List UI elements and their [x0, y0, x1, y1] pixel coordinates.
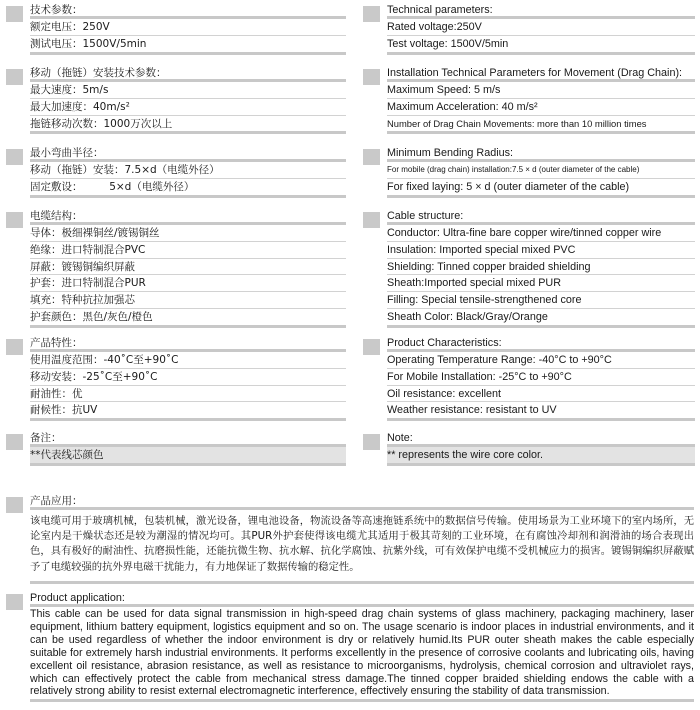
spec-row: Number of Drag Chain Movements: more than 10 million times — [387, 116, 695, 135]
spec-row: 最大速度：5m/s — [30, 82, 346, 99]
section-marker-icon — [6, 594, 23, 610]
spec-row: Filling: Special tensile-strengthened core — [387, 292, 695, 309]
spec-row: 额定电压：250V — [30, 19, 346, 36]
spec-row: Sheath:Imported special mixed PUR — [387, 275, 695, 292]
application-paragraph: 该电缆可用于玻璃机械，包装机械，激光设备，锂电池设备，物流设备等高速拖链系统中的数据信号传输。使用场景为工业环境下的室内场所，无论室内是干燥状态还是较为潮湿的情况均可。其PUR外护套使得该电缆尤其适用于极其苛刻的工业环境，在有腐蚀冷却剂和润滑油的场合表现出色，具有极好的耐油性、抗磨损性能，还能抗微生物、抗水解、抗化学腐蚀、抗紫外线，可有效保护电缆不受机械应力的损害。镀锡铜编织屏蔽赋予了电缆较强的抗外界电磁干扰能力，有力地保证了数据传输的稳定性。 — [30, 510, 694, 584]
section-marker-icon — [6, 434, 23, 450]
note-row: ** represents the wire core color. — [387, 447, 695, 466]
section-marker-icon — [6, 497, 23, 513]
spec-row: 耐候性：抗UV — [30, 402, 346, 421]
section-title: 产品应用： — [30, 491, 694, 510]
section-title: Cable structure: — [387, 206, 695, 225]
spec-row: Conductor: Ultra-fine bare copper wire/tinned copper wire — [387, 225, 695, 242]
spec-row: Maximum Speed: 5 m/s — [387, 82, 695, 99]
section-title: 技术参数： — [30, 0, 346, 19]
spec-row: 绝缘：进口特制混合PVC — [30, 242, 346, 259]
spec-row: 护套：进口特制混合PUR — [30, 275, 346, 292]
note-row: **代表线芯颜色 — [30, 447, 346, 466]
section-tech-params-cn — [6, 0, 346, 55]
spec-row: Oil resistance: excellent — [387, 386, 695, 403]
spec-row: 测试电压：1500V/5min — [30, 36, 346, 55]
section-marker-icon — [363, 69, 380, 85]
spec-row: For mobile (drag chain) installation:7.5 × d (outer diameter of the cable) — [387, 162, 695, 179]
section-title: 产品特性： — [30, 333, 346, 352]
section-tech-params-en — [363, 0, 695, 55]
section-marker-icon — [6, 212, 23, 228]
section-cable-structure-cn — [6, 206, 346, 328]
spec-row: For fixed laying: 5 × d (outer diameter of the cable) — [387, 179, 695, 198]
section-title: Product Characteristics: — [387, 333, 695, 352]
section-marker-icon — [363, 212, 380, 228]
section-marker-icon — [363, 339, 380, 355]
section-marker-icon — [363, 6, 380, 22]
section-title: Technical parameters: — [387, 0, 695, 19]
section-title: Note: — [387, 428, 695, 447]
section-title: Installation Technical Parameters for Movement (Drag Chain): — [387, 63, 695, 82]
spec-row: 屏蔽：镀锡铜编织屏蔽 — [30, 259, 346, 276]
spec-row: 移动安装：-25˚C至+90˚C — [30, 369, 346, 386]
section-title: Minimum Bending Radius: — [387, 143, 695, 162]
section-application-en — [6, 588, 694, 702]
spec-row: Maximum Acceleration: 40 m/s² — [387, 99, 695, 116]
section-title: 电缆结构： — [30, 206, 346, 225]
spec-row: 使用温度范围：-40˚C至+90˚C — [30, 352, 346, 369]
section-marker-icon — [363, 434, 380, 450]
section-application-cn — [6, 491, 694, 584]
spec-row: Insulation: Imported special mixed PVC — [387, 242, 695, 259]
section-marker-icon — [6, 149, 23, 165]
section-drag-chain-cn — [6, 63, 346, 134]
application-paragraph: This cable can be used for data signal transmission in high-speed drag chain systems of glass machinery, packaging machinery, laser equipment, lithium battery equipment, logistics equipment and so on. The usage scenario is indoor places in industrial environments, and it can be used regardless of whether the indoor environment is dry or relatively humid.Its PUR outer sheath makes the cable especially suitable for extremely harsh industrial environments. It performs excellently in the presence of corrosive coolants and lubricating oils, having excellent oil resistance, abrasion resistance, as well as resistance to microorganisms, hydrolysis, chemical corrosion and ultraviolet rays, which can effectively protect the cable from mechanical stress damage.The tinned copper braided shielding endows the cable with a relatively strong ability to resist external electromagnetic interference, effectively ensuring the stability of data transmission. — [30, 607, 694, 702]
spec-row: Rated voltage:250V — [387, 19, 695, 36]
spec-row: Weather resistance: resistant to UV — [387, 402, 695, 421]
section-title: 备注： — [30, 428, 346, 447]
spec-row: 固定敷设： 5×d（电缆外径） — [30, 179, 346, 198]
section-title: 移动（拖链）安装技术参数： — [30, 63, 346, 82]
section-note-en — [363, 428, 695, 466]
section-title: 最小弯曲半径： — [30, 143, 346, 162]
spec-row: 移动（拖链）安装：7.5×d（电缆外径） — [30, 162, 346, 179]
spec-row: 填充：特种抗拉加强芯 — [30, 292, 346, 309]
section-characteristics-cn — [6, 333, 346, 421]
spec-row: Operating Temperature Range: -40°C to +90°C — [387, 352, 695, 369]
spec-row: 拖链移动次数：1000万次以上 — [30, 116, 346, 135]
spec-row: Test voltage: 1500V/5min — [387, 36, 695, 55]
section-cable-structure-en — [363, 206, 695, 328]
section-marker-icon — [6, 339, 23, 355]
section-note-cn — [6, 428, 346, 466]
spec-row: 护套颜色：黑色/灰色/橙色 — [30, 309, 346, 328]
section-marker-icon — [6, 6, 23, 22]
spec-row: 导体：极细裸铜丝/镀锡铜丝 — [30, 225, 346, 242]
spec-row: 耐油性：优 — [30, 386, 346, 403]
spec-row: Shielding: Tinned copper braided shielding — [387, 259, 695, 276]
section-marker-icon — [363, 149, 380, 165]
section-drag-chain-en — [363, 63, 695, 134]
section-title: Product application: — [30, 588, 694, 607]
spec-row: For Mobile Installation: -25°C to +90°C — [387, 369, 695, 386]
section-bending-radius-en — [363, 143, 695, 198]
section-characteristics-en — [363, 333, 695, 421]
section-bending-radius-cn — [6, 143, 346, 198]
spec-row: 最大加速度：40m/s² — [30, 99, 346, 116]
spec-row: Sheath Color: Black/Gray/Orange — [387, 309, 695, 328]
section-marker-icon — [6, 69, 23, 85]
